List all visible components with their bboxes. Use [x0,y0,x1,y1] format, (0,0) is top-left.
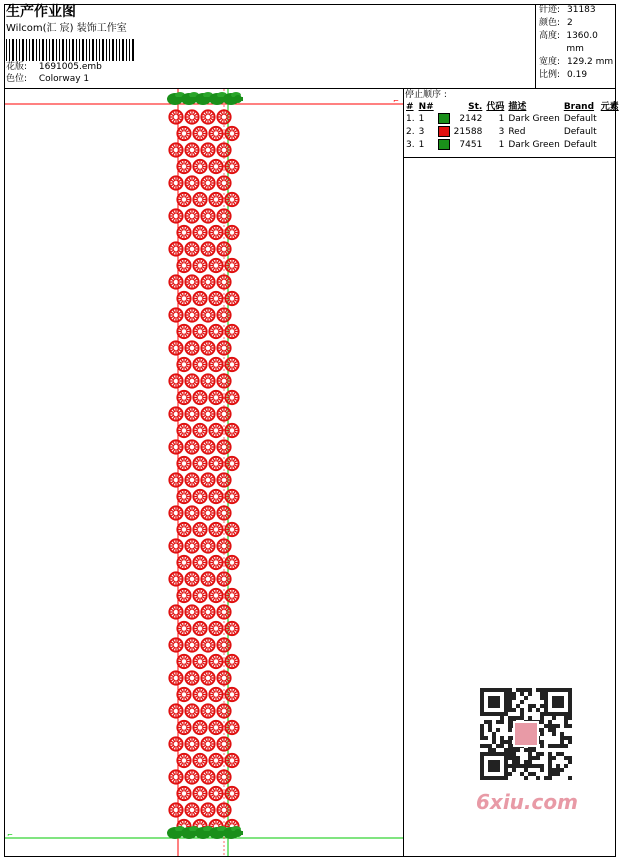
flower-motif [225,424,238,437]
row-code: 1 [498,114,505,124]
flower-motif [201,605,214,618]
stats-panel [535,4,617,88]
design-file-value: 1691005.emb [38,62,102,72]
flower-motif [169,374,182,387]
flower-motif [177,292,190,305]
row-brand: Default [563,140,597,150]
flower-motif [225,490,238,503]
flower-motif [209,127,222,140]
flower-motif [225,721,238,734]
flower-motif [177,655,190,668]
flower-motif [193,655,206,668]
colorway-label: 色位: [6,74,28,84]
flower-motif [177,523,190,536]
flower-motif [201,770,214,783]
stat-width [536,56,617,69]
stat-label: 比例: [539,70,561,80]
flower-motif [209,457,222,470]
flower-motif [209,655,222,668]
flower-motif [201,506,214,519]
flower-motif [169,341,182,354]
stop-sequence-panel [404,89,619,158]
flower-motif [177,391,190,404]
flower-motif [201,209,214,222]
flower-motif [201,275,214,288]
green-band [167,92,243,105]
col-element: 元素 [600,102,619,112]
flower-motif [209,325,222,338]
flower-motif [185,605,198,618]
flower-motif [169,209,182,222]
flower-motif [209,490,222,503]
stat-value: 1360.0 mm [566,31,598,54]
stat-scale [536,69,617,82]
flower-motif [169,143,182,156]
flower-motif [169,506,182,519]
flower-motif [209,259,222,272]
stat-label: 颜色: [539,18,561,28]
flower-motif [185,473,198,486]
col-brand: Brand [563,102,595,112]
stop-sequence-table [404,101,620,152]
flower-motif [225,160,238,173]
flower-motif [225,556,238,569]
flower-motif [217,242,230,255]
flower-motif [193,193,206,206]
flower-motif [201,671,214,684]
flower-motif [209,589,222,602]
flower-motif [169,605,182,618]
stat-value: 0.19 [567,70,588,80]
flower-motif [209,424,222,437]
col-swatch [436,101,452,113]
flower-motif [177,688,190,701]
green-band [167,826,243,839]
flower-motif [225,259,238,272]
flower-motif [217,110,230,123]
flower-motif [201,539,214,552]
stat-value: 31183 [567,5,596,15]
flower-motif [193,226,206,239]
studio-name: Wilcom(汇 宸) 装饰工作室 [6,23,127,34]
stat-stitches [536,4,617,17]
col-stitches: St. [468,102,483,112]
flower-motif [209,721,222,734]
flower-motif [169,803,182,816]
flower-motif [217,440,230,453]
flower-motif [193,259,206,272]
flower-motif [177,127,190,140]
col-description: 描述 [508,102,527,112]
table-row [404,113,620,126]
flower-motif [185,176,198,189]
watermark-text: 6xiu.com [476,790,578,814]
flower-motif [209,391,222,404]
flower-motif [217,803,230,816]
flower-motif [177,193,190,206]
flower-motif [185,407,198,420]
flower-motif [201,341,214,354]
stop-sequence-title: 停止顺序 : [405,90,447,100]
header-info [6,4,535,88]
flower-motif [225,292,238,305]
flower-motif [169,308,182,321]
flower-motif [169,176,182,189]
col-code: 代码 [486,102,505,112]
flower-motif [177,490,190,503]
row-description: Red [508,127,526,137]
flower-motif [185,539,198,552]
flower-motif [169,704,182,717]
flower-motif [225,226,238,239]
flower-motif [177,721,190,734]
row-brand: Default [563,114,597,124]
flower-motif [185,671,198,684]
flower-motif [169,770,182,783]
flower-motif [169,110,182,123]
flower-motif [201,242,214,255]
flower-motif [169,473,182,486]
flower-motif [225,391,238,404]
row-swatch [436,113,452,126]
flower-motif [185,770,198,783]
row-stitches: 7451 [459,140,483,150]
row-index: 3. [406,140,415,150]
stat-value: 2 [567,18,573,28]
flower-motif [225,754,238,767]
flower-motif [209,556,222,569]
flower-motif [185,308,198,321]
flower-motif [201,176,214,189]
row-swatch [436,126,452,139]
flower-motif [193,424,206,437]
row-needle: 1 [418,114,425,124]
flower-motif [225,127,238,140]
flower-motif [177,424,190,437]
flower-motif [193,160,206,173]
flower-motif [225,787,238,800]
flower-motif [185,110,198,123]
flower-motif [169,242,182,255]
flower-motif [201,803,214,816]
flower-motif [217,737,230,750]
flower-motif [177,325,190,338]
flower-motif [193,325,206,338]
table-row [404,126,620,139]
flower-motif [185,374,198,387]
row-needle: 3 [418,127,425,137]
flower-motif [201,638,214,651]
flower-motif [201,704,214,717]
flower-motif [217,704,230,717]
row-index: 1. [406,114,415,124]
flower-motif [185,209,198,222]
flower-motif [209,622,222,635]
qr-code [480,688,572,780]
flower-motif [217,308,230,321]
flower-motif [217,374,230,387]
flower-motif [217,506,230,519]
flower-motif [193,556,206,569]
flower-motif [201,407,214,420]
flower-motif [209,358,222,371]
row-needle: 1 [418,140,425,150]
flower-motif [201,143,214,156]
flower-motif [169,440,182,453]
row-swatch [436,139,452,152]
flower-motif [185,275,198,288]
flower-motif [185,572,198,585]
row-index: 2. [406,127,415,137]
flower-motif [177,787,190,800]
flower-motif [169,638,182,651]
flower-motif [217,275,230,288]
row-element [599,139,620,152]
flower-motif [177,226,190,239]
flower-motif [217,341,230,354]
flower-motif [169,572,182,585]
flower-motif [185,737,198,750]
flower-motif [217,539,230,552]
col-index: # [406,102,414,112]
row-stitches: 2142 [459,114,483,124]
row-description: Dark Green [508,114,560,124]
stat-value: 129.2 mm [567,57,614,67]
flower-motif [185,143,198,156]
flower-motif [217,407,230,420]
flower-motif [201,440,214,453]
flower-motif [201,473,214,486]
flower-motif [193,490,206,503]
flower-motif [209,226,222,239]
page-title: 生产作业图 [6,4,76,20]
stat-label: 针迹: [539,5,561,15]
stat-colors [536,17,617,30]
flower-motif [209,160,222,173]
flower-motif [209,292,222,305]
svg-text:⌐: ⌐ [393,97,399,105]
color-swatch [438,113,450,124]
flower-motif [217,176,230,189]
color-swatch [438,126,450,137]
flower-motif [201,737,214,750]
design-file-row [6,61,535,73]
flower-motif [217,605,230,618]
embroidery-preview [5,89,403,856]
flower-motif [193,358,206,371]
stat-height [536,30,617,56]
flower-motif [209,688,222,701]
flower-motif [177,259,190,272]
flower-motif [225,193,238,206]
flower-motif [169,539,182,552]
colorway-value: Colorway 1 [38,74,90,84]
row-brand: Default [563,127,597,137]
flower-motif [217,671,230,684]
flower-motif [201,572,214,585]
table-header-row [404,101,620,113]
flower-motif [201,110,214,123]
row-description: Dark Green [508,140,560,150]
flower-motif [225,622,238,635]
flower-motif [193,391,206,404]
row-stitches: 21588 [453,127,483,137]
flower-motif [193,721,206,734]
flower-motif [185,440,198,453]
flower-motif [177,160,190,173]
flower-motif [177,358,190,371]
flower-motif [209,523,222,536]
flower-motif [193,787,206,800]
flower-motif [225,457,238,470]
flower-motif [193,688,206,701]
flower-motif [185,638,198,651]
flower-motif [209,787,222,800]
stat-label: 宽度: [539,57,561,67]
flower-motif [193,127,206,140]
design-file-label: 花版: [6,62,28,72]
table-row [404,139,620,152]
row-code: 1 [498,140,505,150]
colorway-row [6,73,535,85]
flower-motif [185,704,198,717]
row-code: 3 [498,127,505,137]
stat-label: 高度: [539,31,561,41]
flower-motif [169,275,182,288]
svg-text:⌐: ⌐ [7,831,13,839]
flower-motif [217,209,230,222]
flower-motif [177,754,190,767]
panel-divider [403,89,404,856]
flower-motif [177,622,190,635]
flower-motif [225,523,238,536]
row-element [599,126,620,139]
flower-motif [193,754,206,767]
flower-motif [225,358,238,371]
flower-motif [193,292,206,305]
flower-motif [193,589,206,602]
flower-motif [209,193,222,206]
flower-motif [185,803,198,816]
flower-motif [217,770,230,783]
flower-motif [225,589,238,602]
flower-motif [185,506,198,519]
row-element [599,113,620,126]
flower-motif [201,308,214,321]
flower-motif [217,473,230,486]
flower-motif [169,671,182,684]
flower-motif [185,341,198,354]
flower-motif [169,407,182,420]
flower-motif [225,325,238,338]
flower-motif [217,572,230,585]
flower-motif [225,655,238,668]
flower-motif [193,457,206,470]
flower-motif [201,374,214,387]
flower-motif [225,688,238,701]
flower-motif [209,754,222,767]
flower-motif [193,523,206,536]
color-swatch [438,139,450,150]
flower-motif [169,737,182,750]
flower-motif [217,143,230,156]
flower-motif [177,589,190,602]
barcode [6,39,136,61]
flower-motif [185,242,198,255]
col-needle: N# [418,102,434,112]
flower-motif [177,556,190,569]
flower-motif [193,622,206,635]
flower-motif [177,457,190,470]
flower-motif [217,638,230,651]
